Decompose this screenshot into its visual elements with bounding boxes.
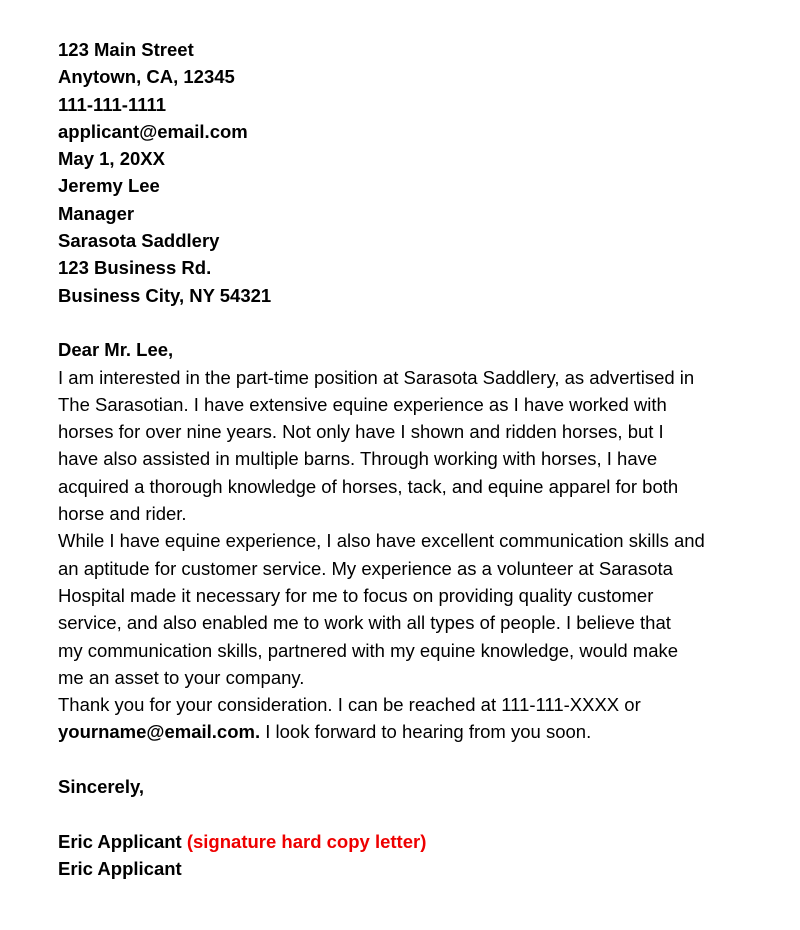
- body-paragraph-1: [58, 364, 758, 528]
- spacer: [58, 800, 758, 827]
- closing-sentence: I look forward to hearing from you soon.: [260, 721, 592, 743]
- recipient-name: Jeremy Lee: [58, 175, 160, 197]
- recipient-company: Sarasota Saddlery: [58, 230, 220, 252]
- sender-street: 123 Main Street: [58, 39, 194, 60]
- body-paragraph-3: [58, 691, 758, 746]
- sender-city-line: Anytown, CA, 12345: [58, 66, 235, 88]
- spacer: [58, 309, 758, 336]
- recipient-block: [58, 172, 758, 308]
- body-line: my communication skills, partnered with my equine knowledge, would make: [58, 639, 679, 661]
- body-line: The Sarasotian. I have extensive equine experience as I have worked with: [58, 393, 667, 415]
- recipient-title: Manager: [58, 202, 135, 224]
- body-line: horses for over nine years. Not only have I shown and ridden horses, but I: [58, 421, 664, 443]
- salutation: Dear Mr. Lee,: [58, 339, 174, 361]
- sender-email: applicant@email.com: [58, 120, 248, 142]
- spacer: [58, 746, 758, 773]
- body-line: have also assisted in multiple barns. Through working with horses, I have: [58, 448, 658, 470]
- body-line: Hospital made it necessary for me to focus on providing quality customer: [58, 584, 654, 606]
- sender-phone: 111-111-1111: [58, 93, 167, 115]
- contact-email: yourname@email.com.: [58, 721, 261, 743]
- body-line: acquired a thorough knowledge of horses, tack, and equine apparel for both: [58, 475, 679, 497]
- body-line: an aptitude for customer service. My experience as a volunteer at Sarasota: [58, 557, 673, 579]
- cover-letter: [58, 36, 758, 882]
- recipient-city-line: Business City, NY 54321: [58, 284, 272, 306]
- closing: Sincerely,: [58, 776, 145, 798]
- body-line: me an asset to your company.: [58, 666, 305, 688]
- body-line: Thank you for your consideration. I can be reached at 111-111-XXXX or: [58, 694, 641, 716]
- letter-date: May 1, 20XX: [58, 148, 165, 170]
- sender-block: [58, 36, 758, 172]
- body-line: While I have equine experience, I also have excellent communication skills and: [58, 530, 705, 552]
- body-line: [58, 718, 758, 745]
- signature-line: [58, 828, 758, 855]
- signature-note: (signature hard copy letter): [186, 830, 427, 852]
- body-line: horse and rider.: [58, 503, 187, 525]
- body-paragraph-2: [58, 527, 758, 691]
- typed-name: Eric Applicant: [58, 857, 182, 879]
- body-line: I am interested in the part-time position at Sarasota Saddlery, as advertised in: [58, 366, 695, 388]
- body-line: service, and also enabled me to work with all types of people. I believe that: [58, 612, 671, 634]
- recipient-street: 123 Business Rd.: [58, 257, 212, 279]
- signature-name: Eric Applicant: [58, 830, 182, 852]
